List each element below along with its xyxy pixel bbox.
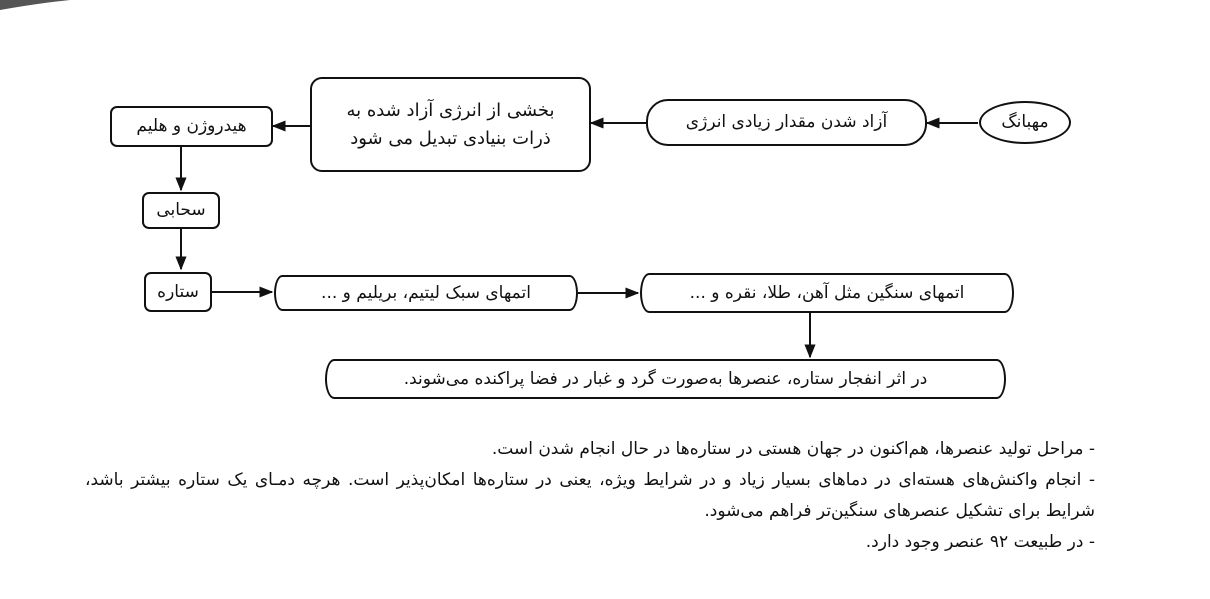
node-big-bang: مهبانگ bbox=[979, 101, 1071, 144]
note-item: - مراحل تولید عنصرها، هم‌اکنون در جهان هستی در ستاره‌ها در حال انجام شدن است. bbox=[491, 439, 1095, 459]
note-item: - در طبیعت ۹۲ عنصر وجود دارد. bbox=[865, 532, 1095, 552]
node-explosion: در اثر انفجار ستاره، عنصرها به‌صورت گرد و غبار در فضا پراکنده می‌شوند. bbox=[325, 359, 1006, 399]
node-nebula: سحابی bbox=[142, 192, 220, 229]
node-heavy-atoms: اتمهای سنگین مثل آهن، طلا، نقره و ... bbox=[640, 273, 1014, 313]
node-energy-conversion bbox=[310, 77, 591, 172]
notes-section bbox=[85, 434, 1095, 558]
node-energy-release: آزاد شدن مقدار زیادی انرژی bbox=[646, 99, 927, 146]
node-star: ستاره bbox=[144, 272, 212, 312]
note-item: - انجام واکنش‌های هسته‌ای در دماهای بسیار زیاد و در شرایط ویژه، یعنی در ستاره‌ها امکان‌پذیر است. هرچه دمـای یک ستاره بیشتر باشد، شرایط برای تشکیل عنصرهای سنگین‌تر فراهم می‌شود. bbox=[85, 470, 1095, 521]
node-light-atoms: اتمهای سبک لیتیم، بریلیم و ... bbox=[274, 275, 578, 311]
node-hydrogen-helium: هیدروژن و هلیم bbox=[110, 106, 273, 147]
energy-conversion-line-1: بخشی از انرژی آزاد شده به bbox=[346, 99, 555, 121]
energy-conversion-line-2: ذرات بنیادی تبدیل می شود bbox=[350, 127, 551, 149]
